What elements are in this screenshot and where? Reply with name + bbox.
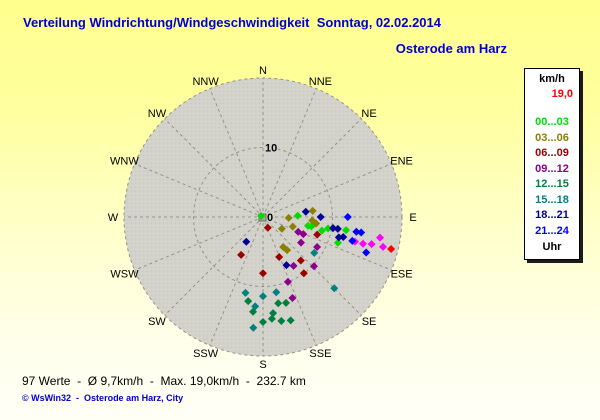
- compass-label-n: N: [259, 65, 267, 77]
- compass-label-wsw: WSW: [110, 268, 139, 281]
- legend-max-value: 19,0: [551, 88, 573, 100]
- legend-item: 18...21: [535, 209, 569, 221]
- compass-label-nnw: NNW: [192, 76, 219, 89]
- compass-label-se: SE: [361, 315, 377, 328]
- legend-item: 15...18: [535, 193, 569, 206]
- legend-item: 00...03: [535, 116, 569, 128]
- compass-label-ssw: SSW: [193, 347, 219, 360]
- legend: [524, 68, 580, 260]
- chart-title: Verteilung Windrichtung/Windgeschwindigkeit Sonntag, 02.02.2014: [23, 15, 441, 30]
- legend-item: 09...12: [535, 162, 569, 175]
- legend-unit-label: km/h: [539, 73, 565, 85]
- compass-label-nne: NNE: [308, 76, 333, 89]
- compass-label-ne: NE: [361, 108, 377, 121]
- tick-label-10: 10: [265, 142, 278, 155]
- legend-items: [525, 115, 579, 239]
- compass-label-wnw: WNW: [110, 155, 139, 168]
- compass-label-s: S: [259, 359, 267, 371]
- legend-item: 21...24: [535, 224, 569, 237]
- compass-label-e: E: [409, 212, 417, 224]
- credit-line: © WsWin32 - Osterode am Harz, City: [22, 393, 184, 403]
- stats-line: 97 Werte - Ø 9,7km/h - Max. 19,0km/h - 232.7 km: [22, 374, 306, 388]
- tick-label-0: 0: [267, 212, 274, 224]
- legend-uhr-label: Uhr: [542, 241, 562, 253]
- compass-label-nw: NW: [147, 108, 167, 121]
- station-name: Osterode am Harz: [395, 41, 507, 56]
- legend-item: 06...09: [535, 147, 569, 159]
- compass-label-ene: ENE: [390, 155, 413, 168]
- compass-label-sw: SW: [148, 315, 166, 328]
- compass-label-sse: SSE: [309, 347, 332, 360]
- compass-label-ese: ESE: [390, 268, 413, 281]
- legend-item: 03...06: [535, 131, 569, 144]
- compass-label-w: W: [107, 212, 119, 224]
- legend-item: 12...15: [535, 178, 569, 190]
